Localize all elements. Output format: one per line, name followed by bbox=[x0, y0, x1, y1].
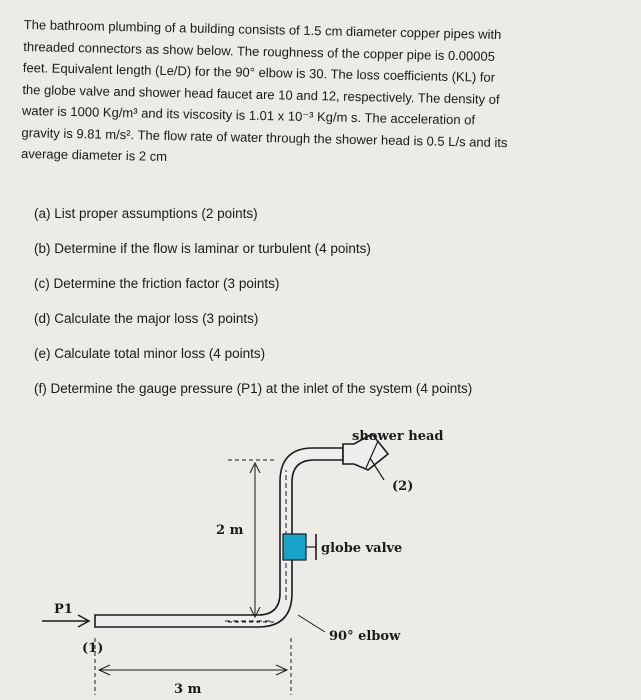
problem-line: gravity is 9.81 m/s². The flow rate of water through the shower head is 0.5 L/s and its bbox=[21, 124, 508, 150]
question-a: (a) List proper assumptions (2 points) bbox=[34, 206, 258, 221]
problem-statement bbox=[21, 14, 629, 177]
shower-head-label: shower head bbox=[352, 429, 444, 444]
problem-line: the globe valve and shower head faucet are 10 and 12, respectively. The density of bbox=[22, 81, 500, 107]
globe-valve-icon bbox=[283, 534, 306, 560]
question-b: (b) Determine if the flow is laminar or turbulent (4 points) bbox=[34, 241, 371, 256]
p1-label: P1 bbox=[54, 602, 73, 617]
question-f: (f) Determine the gauge pressure (P1) at the inlet of the system (4 points) bbox=[34, 381, 473, 396]
question-c: (c) Determine the friction factor (3 points) bbox=[34, 276, 280, 291]
problem-line: average diameter is 2 cm bbox=[20, 145, 168, 165]
elbow-label: 90° elbow bbox=[329, 629, 401, 644]
plumbing-diagram bbox=[0, 410, 641, 700]
problem-line: water is 1000 Kg/m³ and its viscosity is 1.01 x 10⁻³ Kg/m s. The acceleration of bbox=[21, 102, 476, 128]
point-1-label: (1) bbox=[82, 641, 104, 656]
question-d: (d) Calculate the major loss (3 points) bbox=[34, 311, 259, 326]
question-list bbox=[34, 206, 594, 416]
elbow-leader-line bbox=[298, 615, 325, 632]
problem-line: The bathroom plumbing of a building consists of 1.5 cm diameter copper pipes with bbox=[23, 16, 502, 42]
height-label: 2 m bbox=[216, 523, 244, 538]
problem-line: feet. Equivalent length (Le/D) for the 90° elbow is 30. The loss coefficients (KL) for bbox=[22, 59, 496, 85]
question-e: (e) Calculate total minor loss (4 points) bbox=[34, 346, 266, 361]
point-2-label: (2) bbox=[392, 479, 414, 494]
globe-valve-label: globe valve bbox=[321, 541, 403, 556]
problem-line: threaded connectors as show below. The roughness of the copper pipe is 0.00005 bbox=[23, 38, 496, 64]
length-label: 3 m bbox=[174, 682, 202, 697]
